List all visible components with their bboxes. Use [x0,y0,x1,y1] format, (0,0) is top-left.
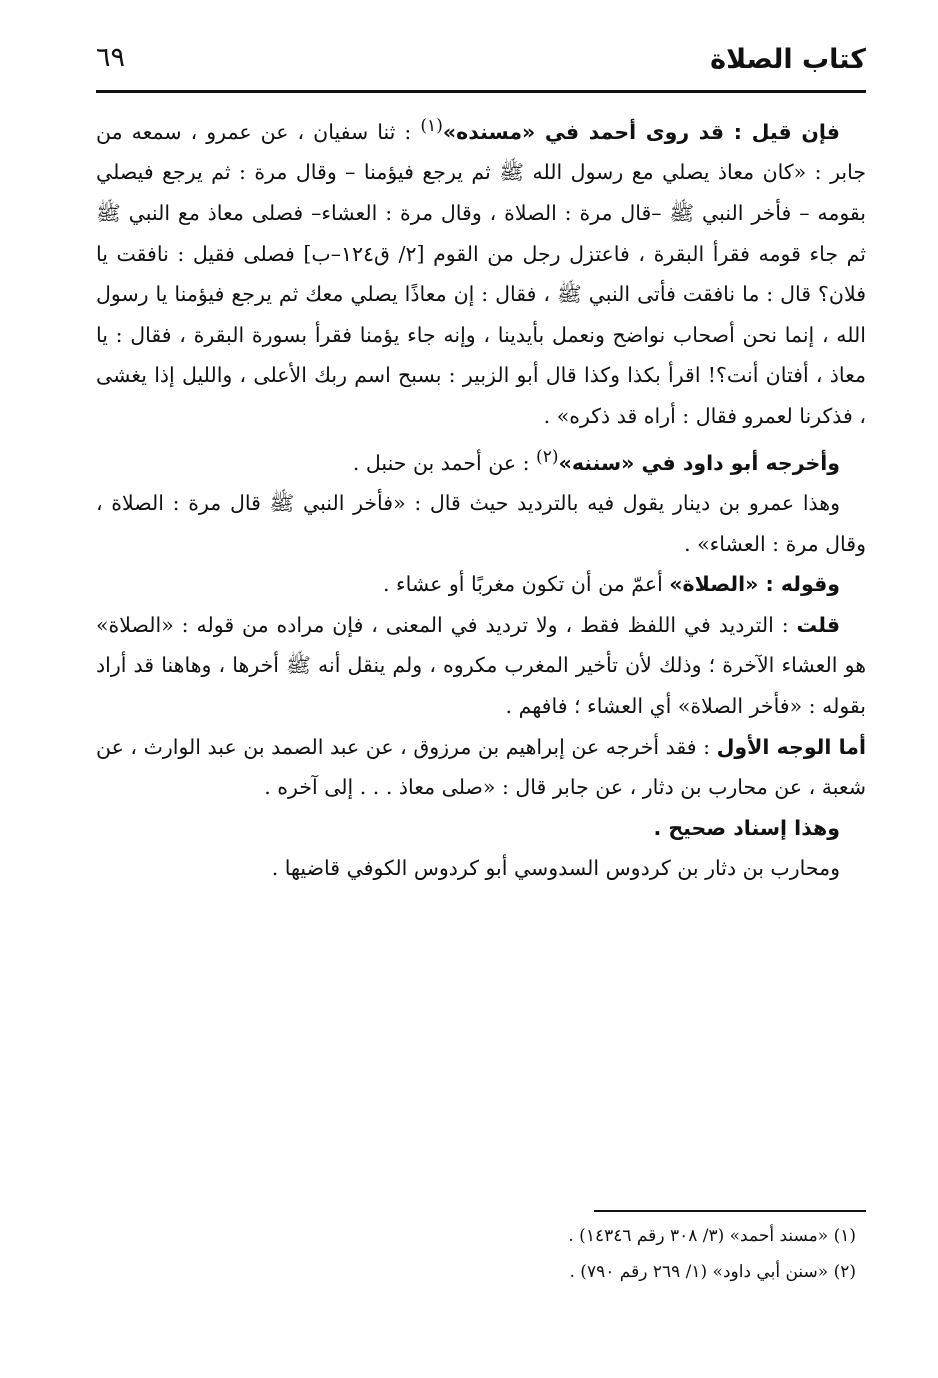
paragraph-text: أعمّ من أن تكون مغربًا أو عشاء . [382,572,670,597]
paragraph [96,848,866,889]
page-number: ٦٩ [96,42,126,73]
header-divider [96,90,866,93]
paragraph [96,483,866,564]
paragraph-lead: وهذا إسناد صحيح . [653,815,840,840]
paragraph-text: : فقد أخرجه عن إبراهيم بن مرزوق ، عن عبد الصمد بن عبد الوارث ، عن شعبة ، عن محارب بن دثار ، عن جابر قال : «صلى معاذ . . . إلى آخره . [96,734,866,800]
footnote-divider [594,1210,866,1212]
paragraph-text: : الترديد في اللفظ فقط ، ولا ترديد في المعنى ، فإن مراده من قوله : «الصلاة» هو العشاء الآخرة ؛ وذلك لأن تأخير المغرب مكروه ، ولم ينقل أنه ﷺ أخرها ، وهاهنا قد أراد بقوله : «فأخر الصلاة» أي العشاء ؛ فافهم . [96,612,866,718]
paragraph-text: وهذا عمرو بن دينار يقول فيه بالترديد حيث قال : «فأخر النبي ﷺ قال مرة : الصلاة ، وقال مرة : العشاء» . [96,491,866,556]
footnote-item: (٢) «سنن أبي داود» (١/ ٢٦٩ رقم ٧٩٠) . [569,1262,856,1282]
paragraph [96,437,866,483]
paragraph [96,106,866,437]
paragraph [96,564,866,605]
footnotes [96,1218,866,1290]
footnote-ref: (١) [420,116,443,136]
page-header [96,38,866,84]
paragraph [96,727,866,808]
paragraph [96,808,866,849]
paragraph-lead: وقوله : «الصلاة» [669,572,840,597]
running-head-title: كتاب الصلاة [710,44,866,75]
paragraph-lead: فإن قيل : قد روى أحمد في «مسنده» [442,119,840,144]
paragraph-text: ومحارب بن دثار بن كردوس السدوسي أبو كردوس الكوفي قاضيها . [271,856,840,881]
paragraph-text: : عن أحمد بن حنبل . [352,450,537,475]
footnote-ref: (٢) [536,446,559,467]
paragraph-text: : ثنا سفيان ، عن عمرو ، سمعه من جابر : «كان معاذ يصلي مع رسول الله ﷺ ثم يرجع فيؤمنا – وقال مرة : ثم يرجع فيصلي بقومه – فأخر النبي ﷺ –قال مرة : الصلاة ، وقال مرة : العشاء– فصلى معاذ مع النبي ﷺ ثم جاء قومه فقرأ البقرة ، فاعتزل رجل من القوم [٢/ ق١٢٤–ب] فصلى فقيل : نافقت يا فلان؟ قال : ما نافقت فأتى النبي ﷺ ، فقال : إن معاذًا يصلي معك ثم يرجع فيؤمنا يا رسول الله ، إنما نحن أصحاب نواضح ونعمل بأيدينا ، وإنه جاء يؤمنا فقرأ بسورة البقرة ، فقال : يا معاذ ، أفتان أنت؟! اقرأ بكذا وكذا قال أبو الزبير : بسبح اسم ربك الأعلى ، والليل إذا يغشى ، فذكرنا لعمرو فقال : أراه قد ذكره» . [96,119,866,428]
main-text [96,106,866,889]
paragraph-lead: أما الوجه الأول [716,734,867,759]
paragraph [96,605,866,727]
paragraph-lead: قلت [796,612,840,637]
footnote-item: (١) «مسند أحمد» (٣/ ٣٠٨ رقم ١٤٣٤٦) . [568,1226,856,1246]
paragraph-lead: وأخرجه أبو داود في «سننه» [558,450,840,475]
